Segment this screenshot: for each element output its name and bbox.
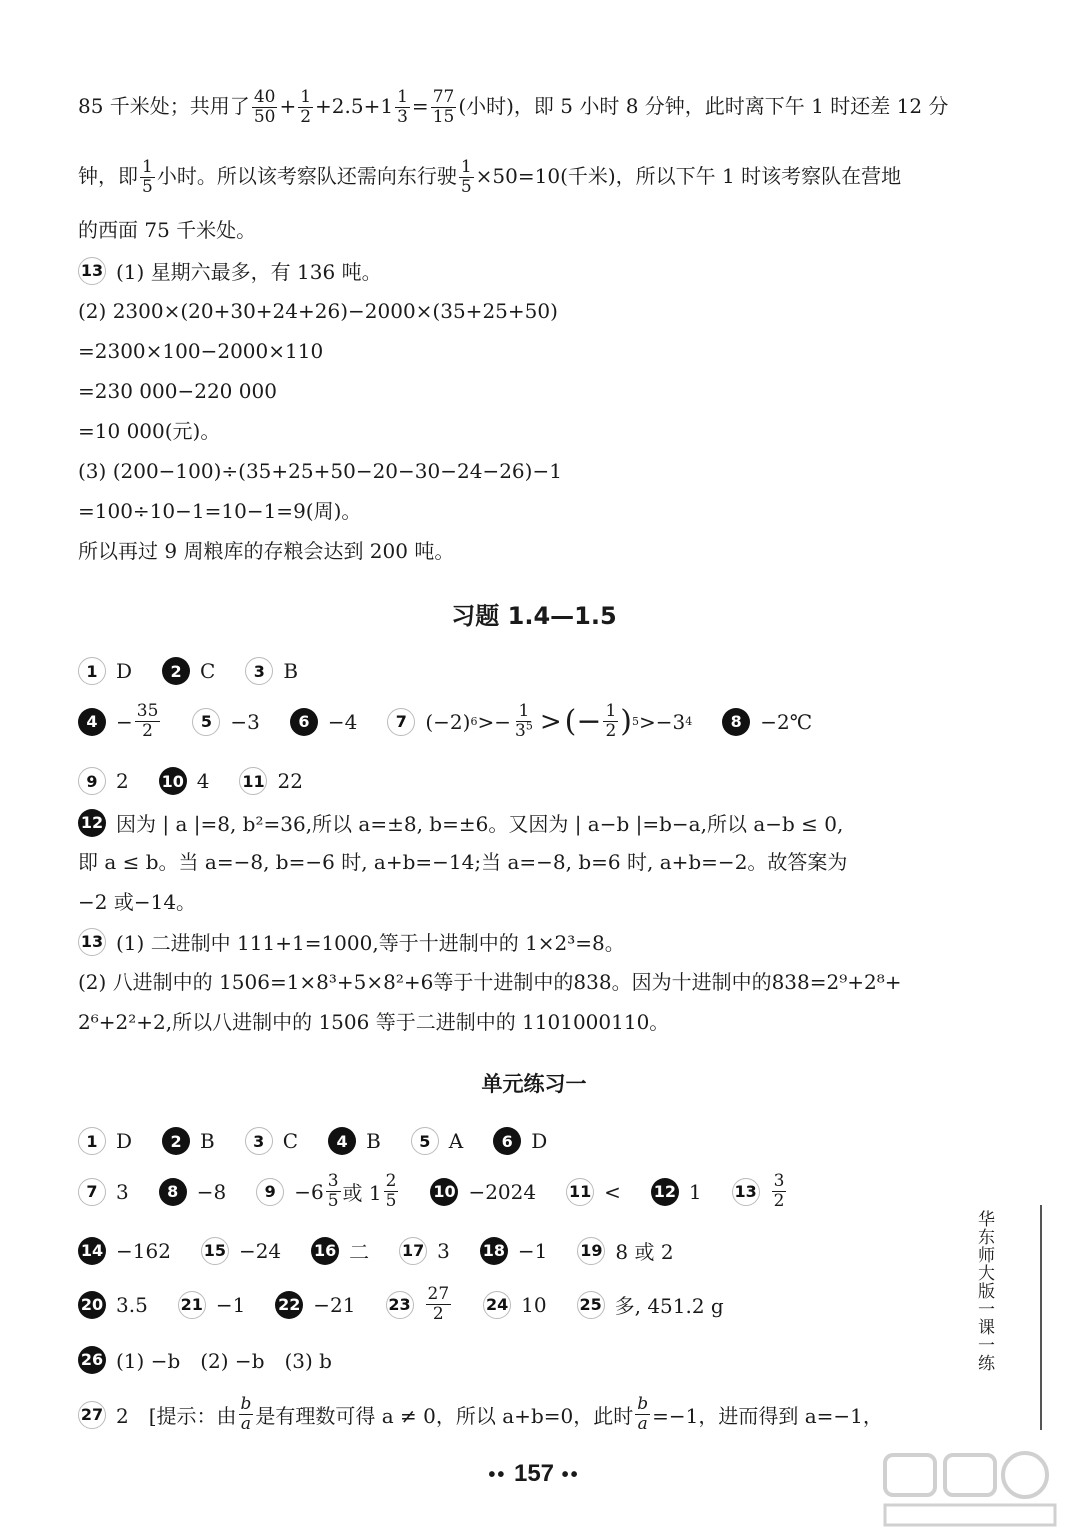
text-line: (2) 2300×(20+30+24+26)−2000×(35+25+50) [78, 299, 558, 323]
side-label: 华东师大版一课一练 [974, 1210, 994, 1372]
fraction: $\frac{40}{50}$ [253, 87, 276, 127]
page-number: •• 157 •• [488, 1460, 580, 1487]
answer-row: 14 −162 15 −24 16 二 17 3 18 −1 19 8 或 2 [78, 1236, 704, 1265]
answer-row: 26 (1) −b (2) −b (3) b [78, 1345, 332, 1374]
fraction: $\frac{1}{3}$ [397, 87, 408, 127]
text-line: =100÷10−1=10−1=9(周)。 [78, 499, 362, 523]
question-12: 12 因为 | a |=8, b²=36,所以 a=±8, b=±6。又因为 | a−b |=b−a,所以 a−b ≤ 0, [78, 808, 843, 837]
answer-row: 4 − $\frac{35}{2}$ 5 −3 6 −4 7 (−2) 6 >− $\frac{1}{3^5}$ > (− $\frac{1}{2}$ ) 5 >−3 4 8 −2℃ [78, 702, 842, 741]
section-title: 单元练习一 [481, 1072, 587, 1096]
text-line: (3) (200−100)÷(35+25+50−20−30−24−26)−1 [78, 459, 562, 483]
answer-row: 1 D 2 B 3 C 4 B 5 A 6 D [78, 1127, 577, 1155]
text-line: =10 000(元)。 [78, 419, 221, 443]
question-13: 13 (1) 二进制中 111+1=1000,等于十进制中的 1×2³=8。 [78, 927, 625, 956]
fraction: $\frac{77}{15}$ [432, 87, 455, 127]
fraction: $\frac{1}{2}$ [300, 87, 312, 127]
number-badge: 13 [78, 257, 106, 285]
text-line: 的西面 75 千米处。 [78, 218, 257, 242]
text-line: =230 000−220 000 [78, 379, 277, 403]
text-line: 钟，即 $\frac{1}{5}$ 小时。所以该考察队还需向东行驶 $\frac{1}{5}$ ×50=10(千米)，所以下午 1 时该考察队在营地 [78, 157, 902, 197]
fraction: $\frac{1}{5}$ [460, 157, 472, 197]
section-title: 习题 1.4—1.5 [451, 602, 617, 630]
answer-row: 20 3.5 21 −1 22 −21 23 $\frac{27}{2}$ 24 10 25 多, 451.2 g [78, 1285, 754, 1324]
fraction: $\frac{1}{5}$ [142, 157, 153, 197]
answer-row: 1 D 2 C 3 B [78, 657, 328, 685]
watermark-logo [880, 1450, 1060, 1530]
answer-row: 7 3 8 −8 9 −6 $\frac{3}{5}$ 或 1 $\frac{2}{5}$ 10 −2024 11 < 12 1 13 $\frac{3}{2}$ [78, 1172, 818, 1211]
text-line: −2 或−14。 [78, 890, 197, 914]
text-line: 所以再过 9 周粮库的存粮会达到 200 吨。 [78, 539, 455, 563]
text-line: (2) 八进制中的 1506=1×8³+5×8²+6等于十进制中的838。因为十进制中的838=2⁹+2⁸+ [78, 970, 902, 994]
text-line: 2⁶+2²+2,所以八进制中的 1506 等于二进制中的 1101000110。 [78, 1010, 670, 1034]
answer-row: 9 2 10 4 11 22 [78, 767, 333, 795]
side-divider [1040, 1205, 1042, 1430]
answer-row: 27 2 [提示：由 $\frac{b}{a}$ 是有理数可得 a ≠ 0，所以 a+b=0，此时 $\frac{b}{a}$ =−1，进而得到 a=−1， [78, 1395, 883, 1434]
text-line: =2300×100−2000×110 [78, 339, 324, 363]
question-13: 13 (1) 星期六最多，有 136 吨。 [78, 256, 382, 285]
text-line: 85 千米处；共用了 $\frac{40}{50}$ + $\frac{1}{2}$ +2.5+1 $\frac{1}{3}$ = $\frac{77}{15}$ (小时)，即 5 小时 8 分钟，此时离下午 1 时还差 12 分 [78, 87, 949, 127]
text-line: 即 a ≤ b。当 a=−8, b=−6 时, a+b=−14;当 a=−8, b=6 时, a+b=−2。故答案为 [78, 850, 848, 874]
